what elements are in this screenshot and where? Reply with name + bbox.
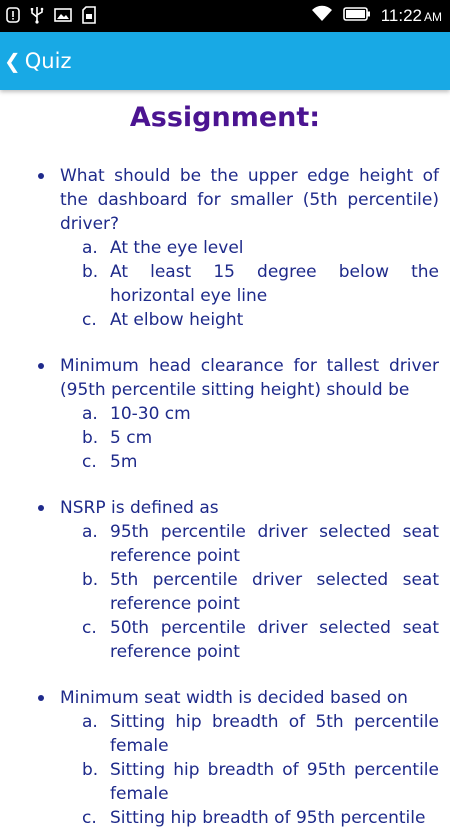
option-letter: c. — [82, 808, 97, 828]
option-text: At least 15 degree below the horizontal eye line — [110, 262, 439, 306]
page-title: Assignment: — [129, 102, 321, 133]
battery-icon — [343, 6, 371, 27]
clock — [381, 6, 442, 26]
usb-icon — [30, 6, 44, 24]
question-item — [0, 686, 450, 830]
option-item — [60, 710, 439, 758]
option-list — [60, 236, 439, 332]
option-text: At the eye level — [110, 238, 244, 258]
option-letter: a. — [82, 238, 98, 258]
bullet-icon — [38, 173, 44, 179]
option-letter: b. — [82, 570, 99, 590]
option-text: 95th percentile driver selected seat reference point — [110, 522, 439, 566]
option-letter: a. — [82, 522, 98, 542]
quiz-content[interactable] — [0, 90, 450, 828]
option-item — [60, 308, 439, 332]
clock-time: 11:22 — [380, 6, 422, 25]
option-text: Sitting hip breadth of 95th percentile female — [110, 760, 439, 804]
option-letter: c. — [82, 618, 97, 638]
option-text: Sitting hip breadth of 95th percentile — [110, 808, 426, 828]
option-item — [60, 260, 439, 308]
option-text: 50th percentile driver selected seat reference point — [110, 618, 439, 662]
notification-icons — [6, 6, 96, 24]
question-text: NSRP is defined as — [60, 498, 219, 518]
system-icons — [311, 0, 442, 32]
wifi-icon — [311, 5, 333, 28]
option-item — [60, 402, 439, 426]
option-letter: a. — [82, 404, 98, 424]
image-icon — [54, 6, 72, 24]
option-text: 5th percentile driver selected seat reference point — [110, 570, 439, 614]
option-letter: c. — [82, 452, 97, 472]
option-text: 5m — [110, 452, 138, 472]
chevron-left-icon: ❮ — [4, 49, 21, 73]
option-list — [60, 520, 439, 664]
option-list — [60, 710, 439, 830]
question-list — [0, 164, 450, 830]
option-item — [60, 758, 439, 806]
option-text: At elbow height — [110, 310, 244, 330]
option-item — [60, 236, 439, 260]
option-text: 5 cm — [110, 428, 153, 448]
option-list — [60, 402, 439, 474]
option-item — [60, 450, 439, 474]
option-letter: c. — [82, 310, 97, 330]
option-item — [60, 520, 439, 568]
clock-ampm: AM — [424, 10, 442, 24]
option-text: Sitting hip breadth of 5th percentile female — [110, 712, 439, 756]
option-item — [60, 426, 439, 450]
bullet-icon — [38, 695, 44, 701]
back-button[interactable] — [4, 44, 71, 78]
option-letter: a. — [82, 712, 98, 732]
question-item — [0, 496, 450, 664]
option-letter: b. — [82, 262, 99, 282]
question-item — [0, 354, 450, 474]
app-title: Quiz — [24, 49, 72, 73]
question-item — [0, 164, 450, 332]
option-item — [60, 568, 439, 616]
sdcard-icon — [82, 6, 96, 24]
alert-icon — [6, 6, 20, 24]
question-text: Minimum seat width is decided based on — [60, 688, 408, 708]
option-letter: b. — [82, 428, 99, 448]
option-text: 10-30 cm — [110, 404, 191, 424]
option-letter: b. — [82, 760, 99, 780]
question-text: Minimum head clearance for tallest driver (95th percentile sitting height) should be — [60, 356, 439, 400]
app-bar — [0, 32, 450, 90]
status-bar — [0, 0, 450, 32]
bullet-icon — [38, 363, 44, 369]
bullet-icon — [38, 505, 44, 511]
option-item — [60, 806, 439, 830]
question-text: What should be the upper edge height of the dashboard for smaller (5th percentile) driver? — [60, 166, 439, 234]
option-item — [60, 616, 439, 664]
